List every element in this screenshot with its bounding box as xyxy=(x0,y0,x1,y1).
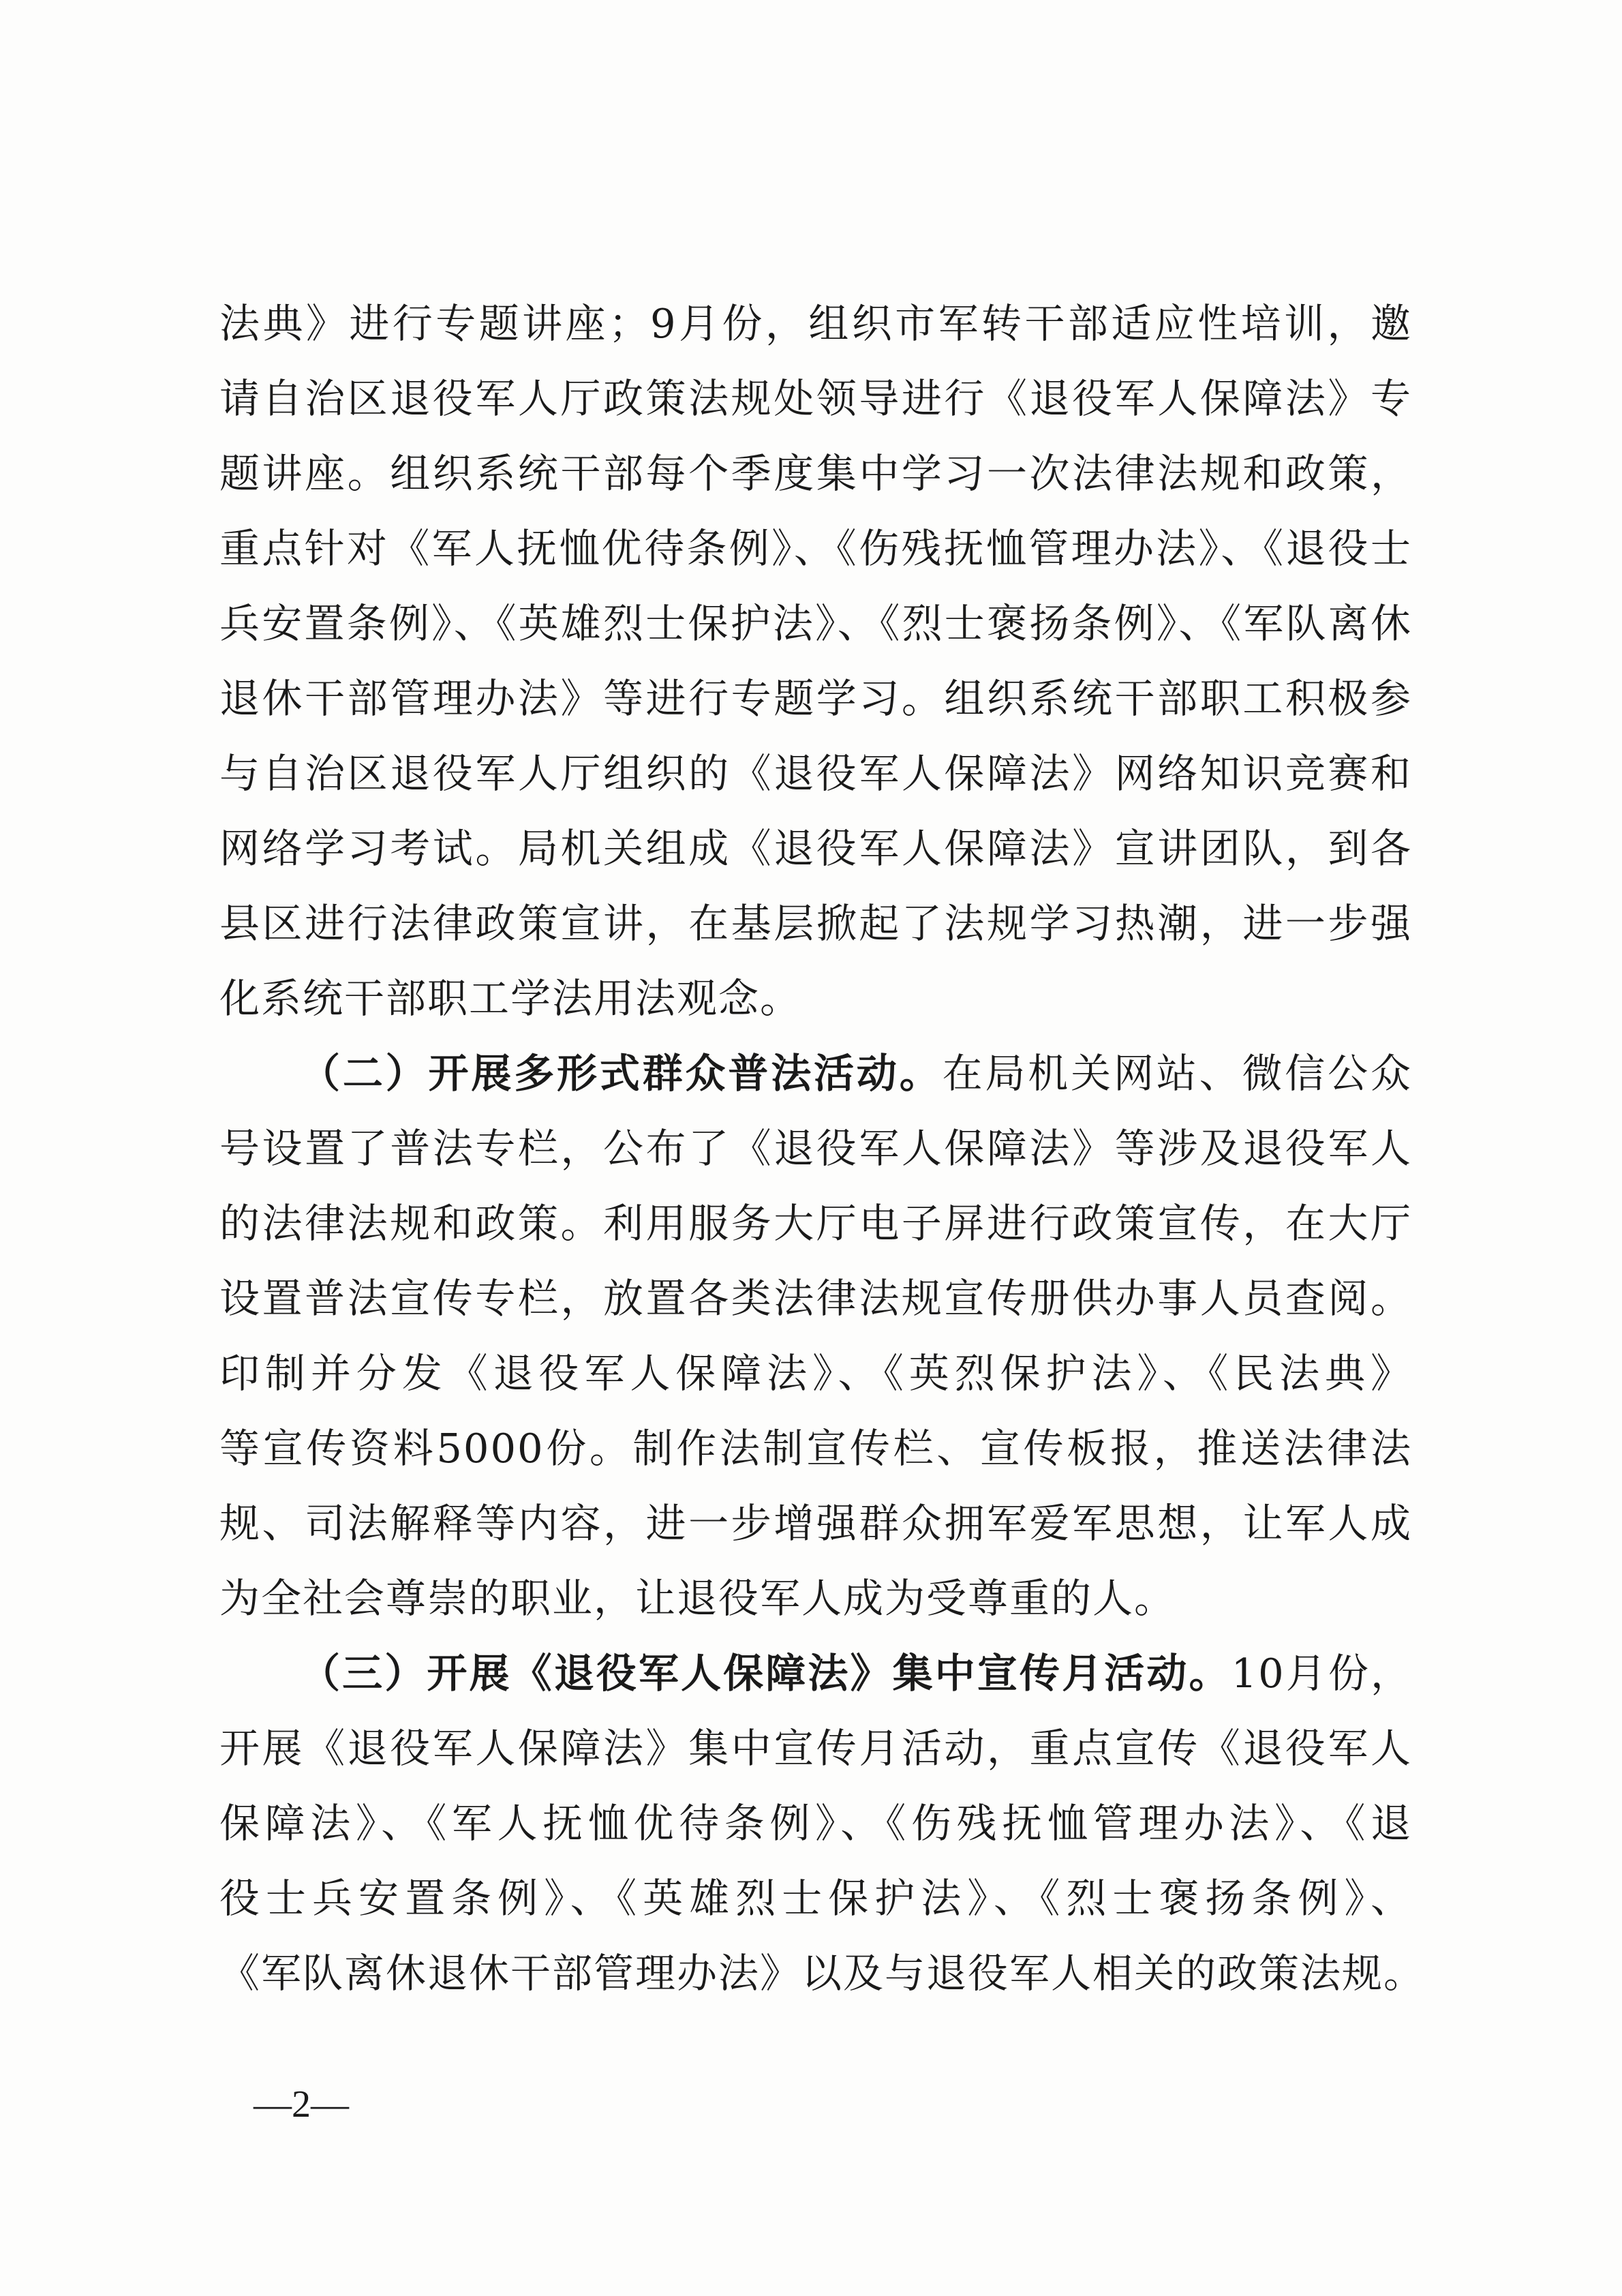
paragraph-line: 兵安置条例》、《英雄烈士保护法》、《烈士褒扬条例》、《军队离休 xyxy=(219,600,1412,647)
paragraph-line: 的法律法规和政策。利用服务大厅电子屏进行政策宣传，在大厅 xyxy=(219,1200,1412,1247)
paragraph-line: 《军队离休退休干部管理办法》以及与退役军人相关的政策法规。 xyxy=(219,1950,1426,1997)
paragraph-line: 县区进行法律政策宣讲，在基层掀起了法规学习热潮，进一步强 xyxy=(219,900,1412,947)
section-text: 在局机关网站、微信公众 xyxy=(942,1050,1412,1097)
section-heading: （二）开展多形式群众普法活动。 xyxy=(300,1050,943,1097)
page-number: —2— xyxy=(254,2083,349,2126)
paragraph-line: 设置普法宣传专栏，放置各类法律法规宣传册供办事人员查阅。 xyxy=(219,1275,1412,1322)
paragraph-line: 题讲座。组织系统干部每个季度集中学习一次法律法规和政策， xyxy=(219,450,1412,497)
paragraph-line: 号设置了普法专栏，公布了《退役军人保障法》等涉及退役军人 xyxy=(219,1125,1412,1172)
document-body xyxy=(219,286,1426,2011)
paragraph-line: 保障法》、《军人抚恤优待条例》、《伤残抚恤管理办法》、《退 xyxy=(219,1800,1412,1847)
paragraph-line: 退休干部管理办法》等进行专题学习。组织系统干部职工积极参 xyxy=(219,675,1412,722)
section-first-line xyxy=(219,1636,1412,1711)
paragraph-line: 等宣传资料5000份。制作法制宣传栏、宣传板报，推送法律法 xyxy=(219,1425,1412,1472)
paragraph-line: 印制并分发《退役军人保障法》、《英烈保护法》、《民法典》 xyxy=(219,1350,1412,1397)
section-first-line xyxy=(219,1036,1412,1111)
paragraph-line: 与自治区退役军人厅组织的《退役军人保障法》网络知识竞赛和 xyxy=(219,750,1412,797)
paragraph-line: 重点针对《军人抚恤优待条例》、《伤残抚恤管理办法》、《退役士 xyxy=(219,525,1412,572)
section-text: 10月份， xyxy=(1231,1650,1412,1697)
section-heading: （三）开展《退役军人保障法》集中宣传月活动。 xyxy=(300,1650,1231,1697)
paragraph-line: 役士兵安置条例》、《英雄烈士保护法》、《烈士褒扬条例》、 xyxy=(219,1875,1412,1922)
paragraph-line: 法典》进行专题讲座；9月份，组织市军转干部适应性培训，邀 xyxy=(219,300,1412,347)
paragraph-line: 为全社会尊崇的职业，让退役军人成为受尊重的人。 xyxy=(219,1575,1176,1622)
paragraph-line: 化系统干部职工学法用法观念。 xyxy=(219,975,802,1022)
paragraph-line: 开展《退役军人保障法》集中宣传月活动，重点宣传《退役军人 xyxy=(219,1725,1412,1772)
paragraph-line: 规、司法解释等内容，进一步增强群众拥军爱军思想，让军人成 xyxy=(219,1500,1412,1547)
paragraph-line: 请自治区退役军人厅政策法规处领导进行《退役军人保障法》专 xyxy=(219,375,1412,422)
paragraph-line: 网络学习考试。局机关组成《退役军人保障法》宣讲团队，到各 xyxy=(219,825,1412,872)
